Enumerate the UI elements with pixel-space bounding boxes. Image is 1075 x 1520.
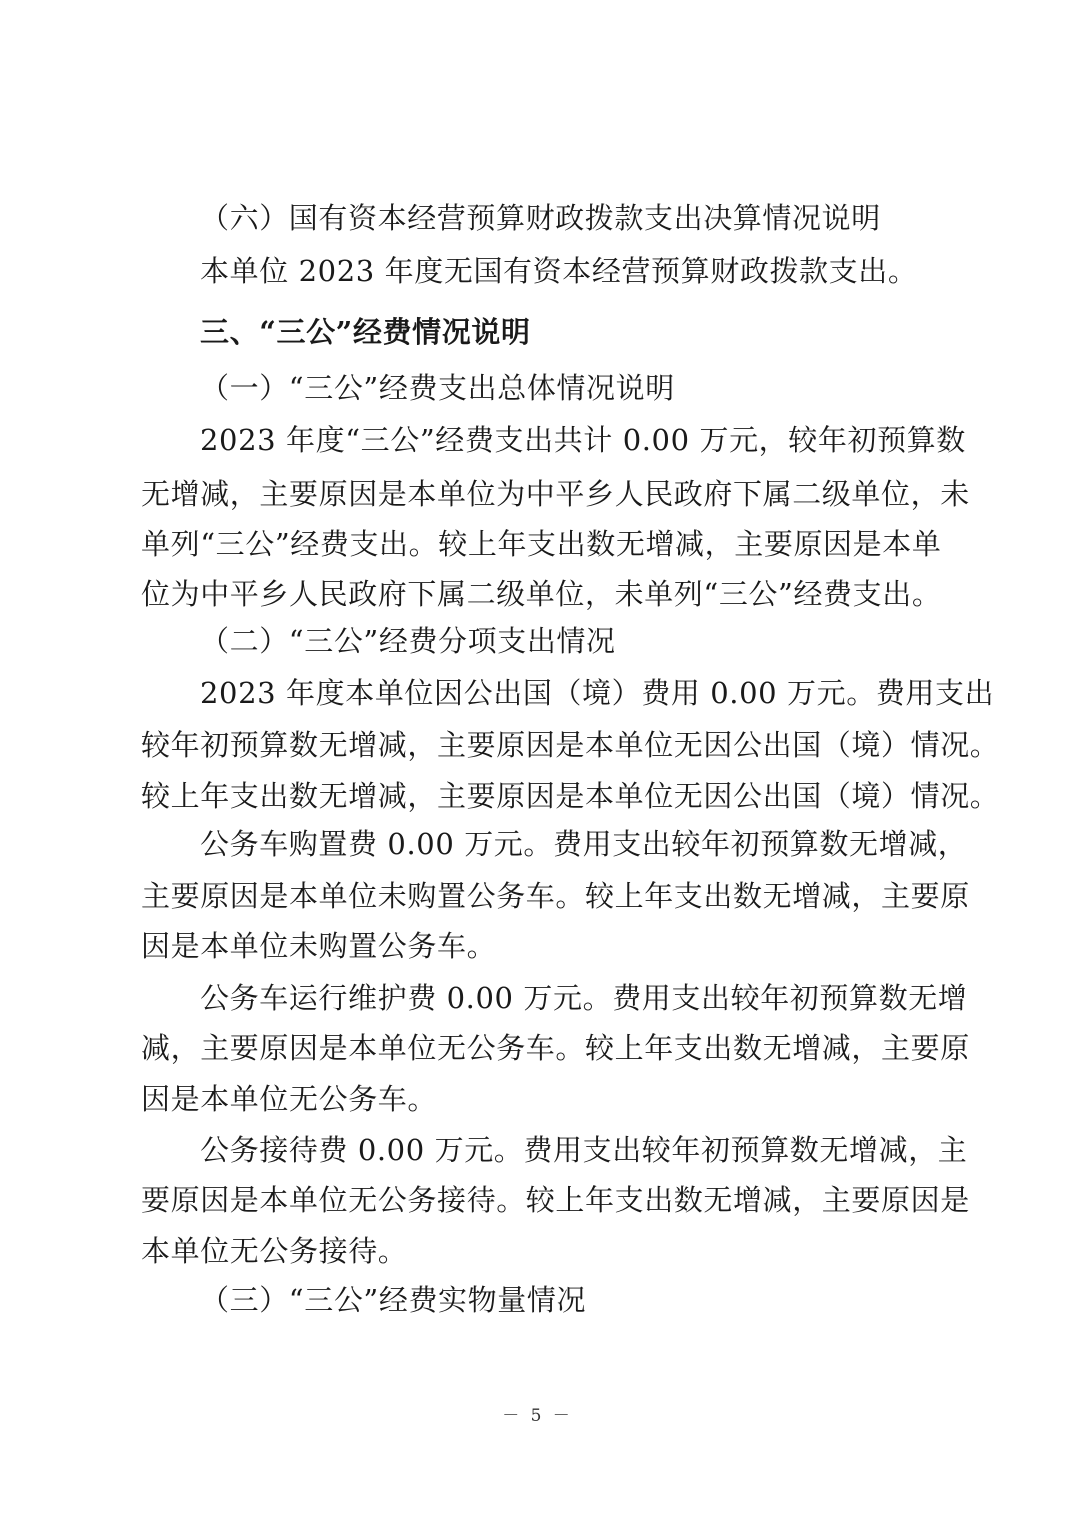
paragraph-line: 本单位 2023 年度无国有资本经营预算财政拨款支出。 <box>200 254 918 288</box>
paragraph-line: 公务车购置费 0.00 万元。费用支出较年初预算数无增减， <box>200 827 968 861</box>
paragraph-line: 2023 年度“三公”经费支出共计 0.00 万元，较年初预算数 <box>200 423 966 457</box>
paragraph-line: 因是本单位无公务车。 <box>141 1082 438 1116</box>
subsection-heading: （一）“三公”经费支出总体情况说明 <box>200 371 675 405</box>
paragraph-line: 本单位无公务接待。 <box>141 1234 408 1268</box>
subsection-heading: （三）“三公”经费实物量情况 <box>200 1283 587 1317</box>
paragraph-line: 减，主要原因是本单位无公务车。较上年支出数无增减，主要原 <box>141 1031 970 1065</box>
paragraph-line: 较年初预算数无增减，主要原因是本单位无因公出国（境）情况。 <box>141 728 1000 762</box>
paragraph-line: 主要原因是本单位未购置公务车。较上年支出数无增减，主要原 <box>141 879 970 913</box>
paragraph-line: 公务车运行维护费 0.00 万元。费用支出较年初预算数无增 <box>200 981 968 1015</box>
paragraph-line: 2023 年度本单位因公出国（境）费用 0.00 万元。费用支出 <box>200 676 995 710</box>
paragraph-line: 要原因是本单位无公务接待。较上年支出数无增减，主要原因是 <box>141 1183 970 1217</box>
subsection-heading: （六）国有资本经营预算财政拨款支出决算情况说明 <box>200 201 881 235</box>
paragraph-line: 位为中平乡人民政府下属二级单位，未单列“三公”经费支出。 <box>141 577 942 611</box>
page-number: － 5 － <box>502 1406 573 1426</box>
section-heading: 三、“三公”经费情况说明 <box>200 315 531 349</box>
paragraph-line: 无增减，主要原因是本单位为中平乡人民政府下属二级单位，未 <box>141 477 970 511</box>
paragraph-line: 较上年支出数无增减，主要原因是本单位无因公出国（境）情况。 <box>141 779 1000 813</box>
paragraph-line: 因是本单位未购置公务车。 <box>141 929 497 963</box>
subsection-heading: （二）“三公”经费分项支出情况 <box>200 624 616 658</box>
paragraph-line: 公务接待费 0.00 万元。费用支出较年初预算数无增减，主 <box>200 1133 968 1167</box>
paragraph-line: 单列“三公”经费支出。较上年支出数无增减，主要原因是本单 <box>141 527 942 561</box>
